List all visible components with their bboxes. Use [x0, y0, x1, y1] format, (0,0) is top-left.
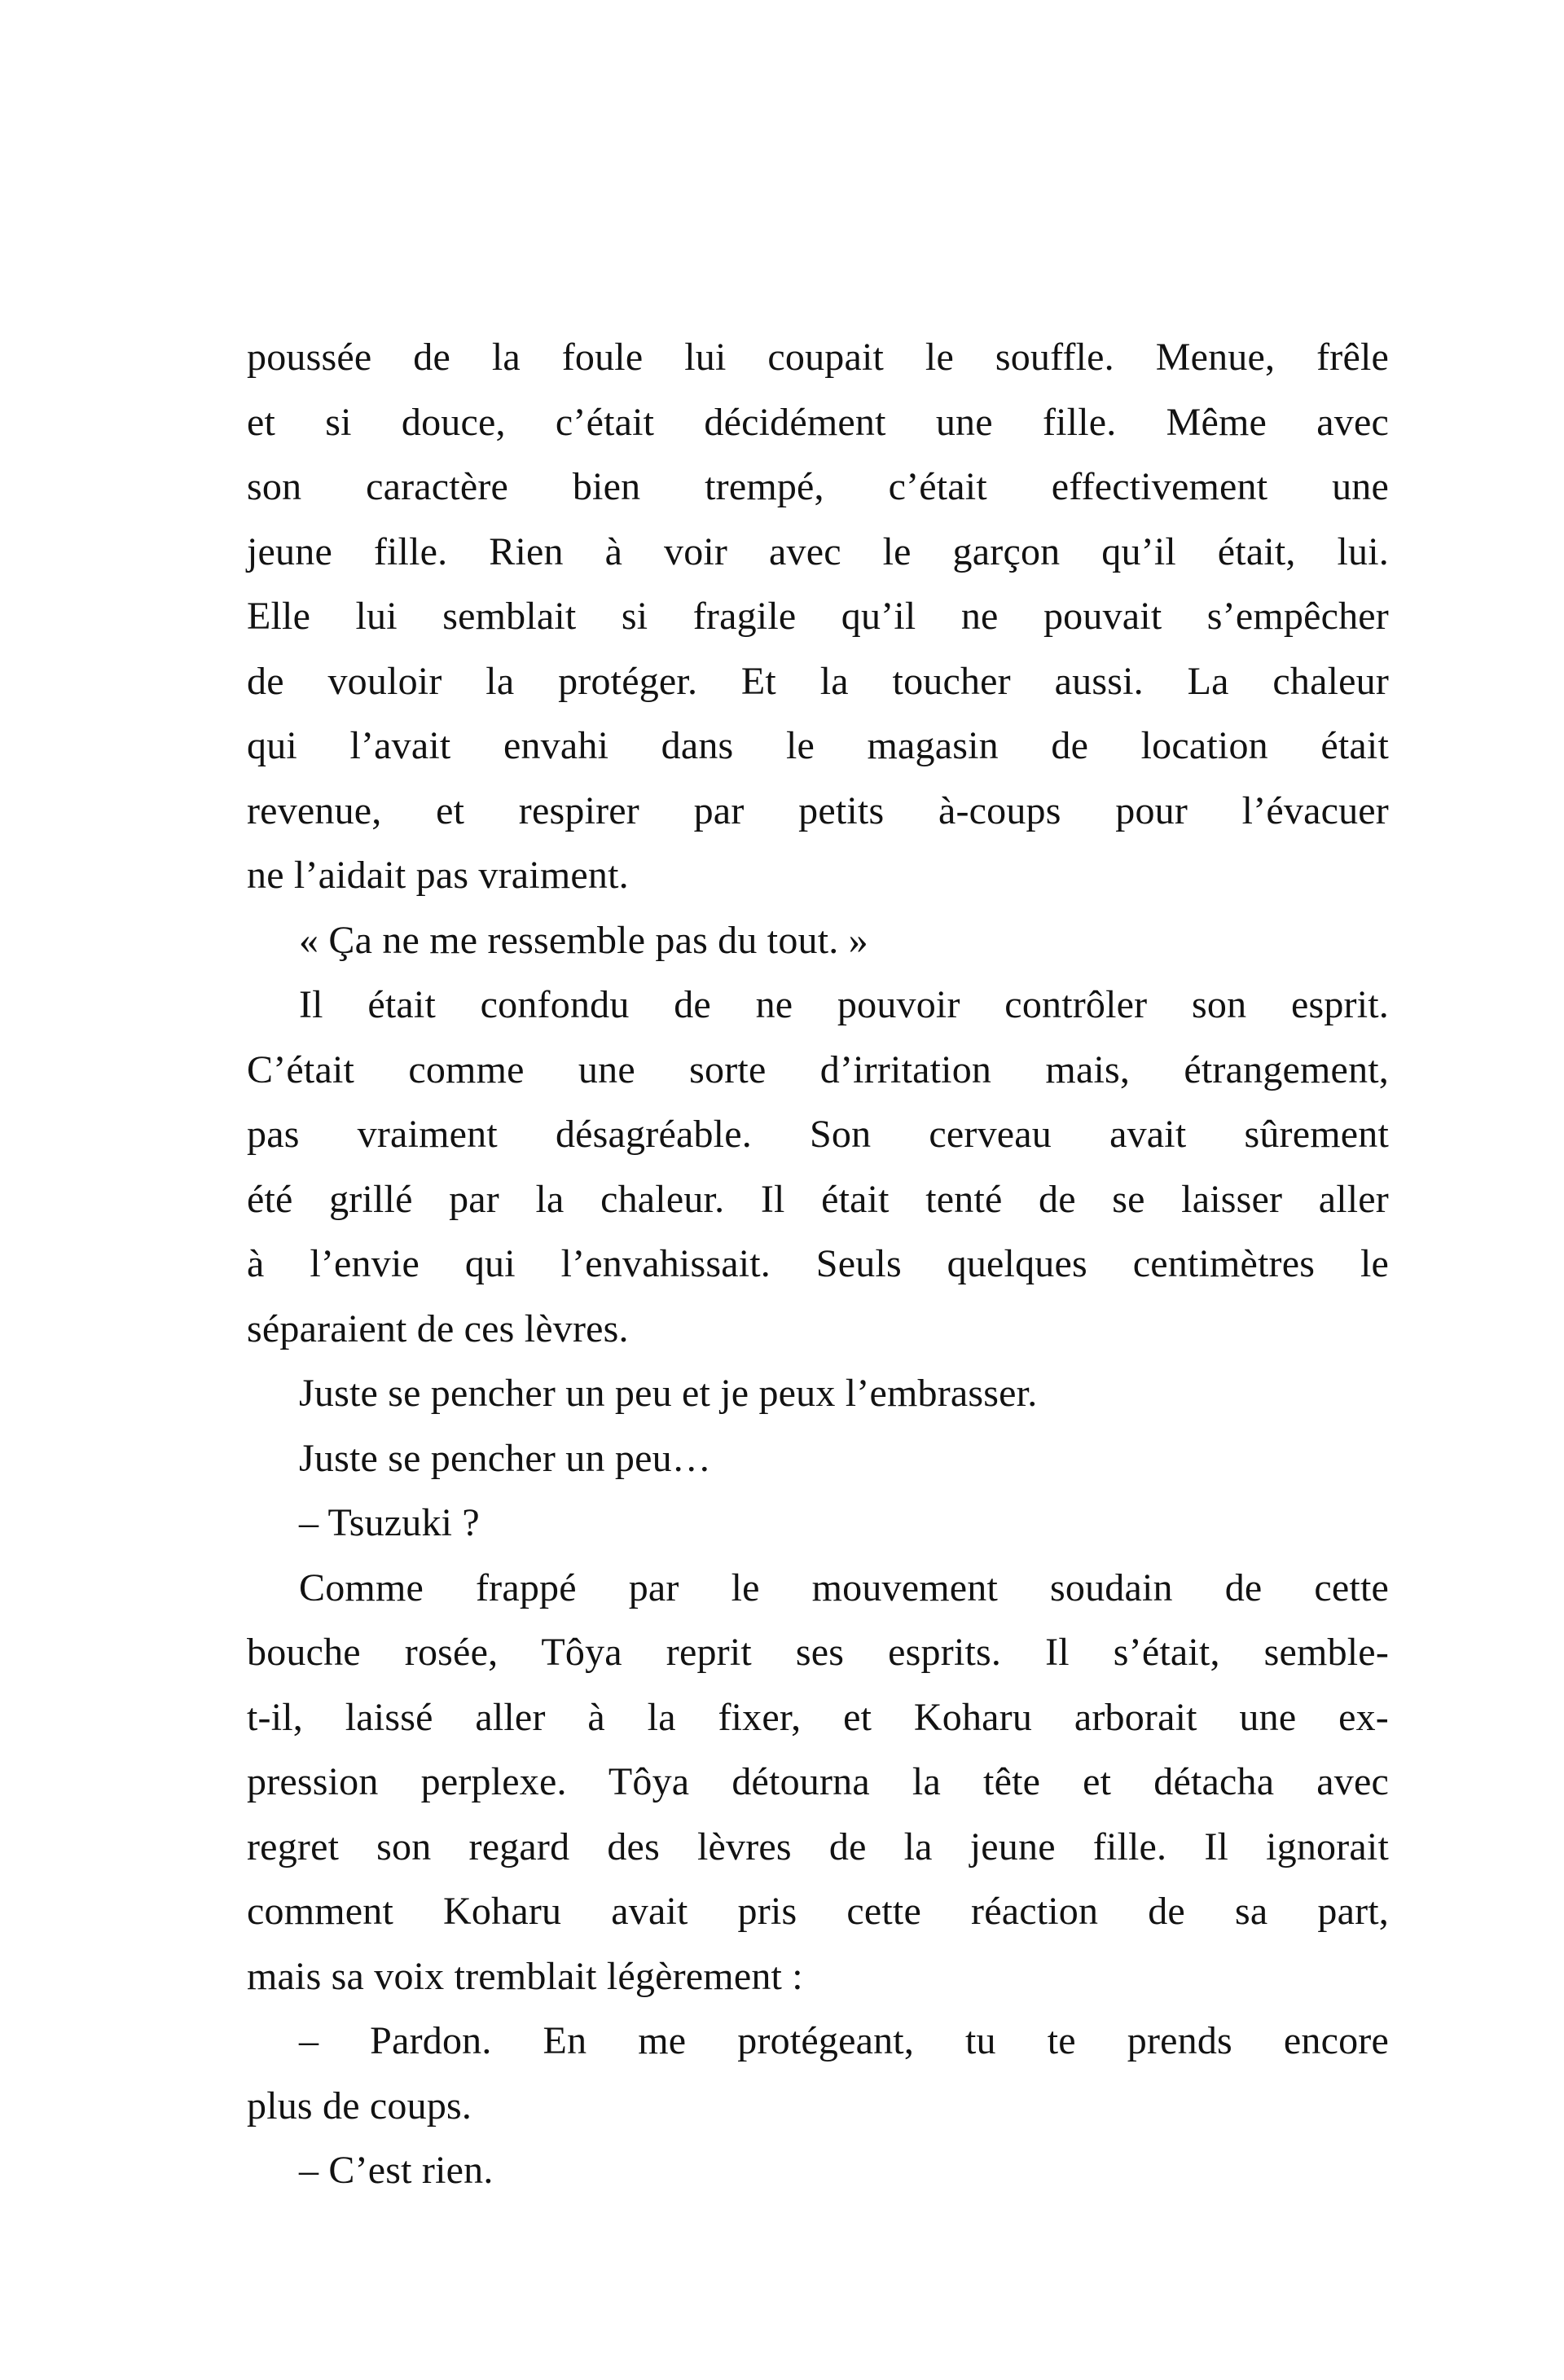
text-line-14: été grillé par la chaleur. Il était tenté de se laisser aller	[247, 1177, 1389, 1221]
text-line-23: pression perplexe. Tôya détourna la tête et détacha avec	[247, 1760, 1389, 1803]
text-line-29: – C’est rien.	[299, 2149, 494, 2192]
text-line-26: mais sa voix tremblait légèrement :	[247, 1954, 803, 1998]
text-line-6: de vouloir la protéger. Et la toucher aussi. La chaleur	[247, 659, 1389, 703]
text-line-24: regret son regard des lèvres de la jeune fille. Il ignorait	[247, 1825, 1389, 1868]
text-line-4: jeune fille. Rien à voir avec le garçon qu’il était, lui.	[247, 529, 1389, 573]
text-line-22: t-il, laissé aller à la fixer, et Koharu arborait une ex-	[247, 1695, 1389, 1739]
text-line-25: comment Koharu avait pris cette réaction de sa part,	[247, 1890, 1389, 1933]
text-line-5: Elle lui semblait si fragile qu’il ne pouvait s’empêcher	[247, 595, 1389, 638]
text-line-12: C’était comme une sorte d’irritation mais, étrangement,	[247, 1047, 1389, 1091]
text-line-7: qui l’avait envahi dans le magasin de location était	[247, 724, 1389, 767]
text-line-10: « Ça ne me ressemble pas du tout. »	[299, 918, 868, 962]
text-line-27: – Pardon. En me protégeant, tu te prends encore	[299, 2019, 1389, 2062]
text-line-17: Juste se pencher un peu et je peux l’embrasser.	[299, 1372, 1038, 1415]
text-line-1: poussée de la foule lui coupait le souffle. Menue, frêle	[247, 336, 1389, 379]
text-line-18: Juste se pencher un peu…	[299, 1436, 711, 1480]
text-line-21: bouche rosée, Tôya reprit ses esprits. Il s’était, semble-	[247, 1631, 1389, 1674]
text-line-3: son caractère bien trempé, c’était effectivement une	[247, 465, 1389, 508]
text-line-13: pas vraiment désagréable. Son cerveau avait sûrement	[247, 1113, 1389, 1156]
text-line-28: plus de coups.	[247, 2084, 472, 2128]
text-line-11: Il était confondu de ne pouvoir contrôler son esprit.	[299, 983, 1389, 1026]
text-line-8: revenue, et respirer par petits à-coups pour l’évacuer	[247, 788, 1389, 832]
page-text	[247, 325, 1389, 2203]
text-line-20: Comme frappé par le mouvement soudain de cette	[299, 1565, 1389, 1609]
text-line-15: à l’envie qui l’envahissait. Seuls quelques centimètres le	[247, 1242, 1389, 1285]
text-line-9: ne l’aidait pas vraiment.	[247, 854, 629, 897]
text-line-16: séparaient de ces lèvres.	[247, 1306, 629, 1350]
text-line-2: et si douce, c’était décidément une fille. Même avec	[247, 400, 1389, 444]
text-line-19: – Tsuzuki ?	[299, 1501, 480, 1544]
